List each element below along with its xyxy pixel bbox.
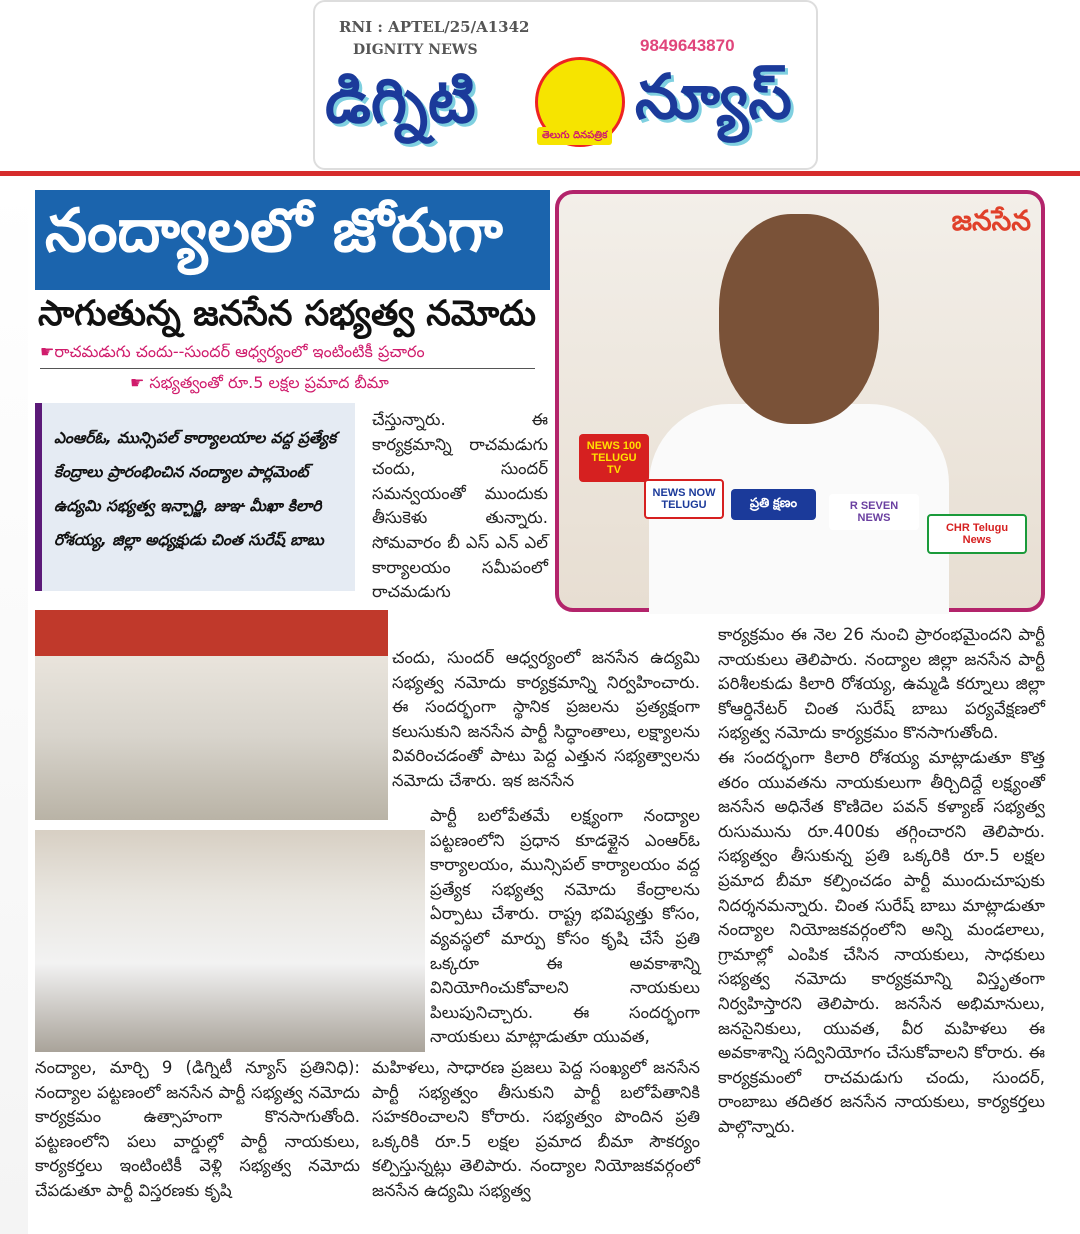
rni-number: RNI : APTEL/25/A1342 <box>339 18 530 36</box>
paragraph: ఈ సందర్భంగా కిలారి రోశయ్య మాట్లాడుతూ కొత్త తరం యువతను నాయకులుగా తీర్చిదిద్దే లక్ష్యంతో జనసేన అధినేత కొణిదెల పవన్ కళ్యాణ్ సభ్యత్వ రుసుమును రూ.400కు తగ్గించారని తెలిపారు. సభ్యత్వం తీసుకున్న ప్రతి ఒక్కరికి రూ.5 లక్షల ప్రమాద బీమా కల్పించడం పార్టీ ముందుచూపుకు నిదర్శనమన్నారు. చింత సురేష్ బాబు మాట్లాడుతూ నంద్యాల నియోజకవర్గంలోని అన్ని మండలాలు, గ్రామాల్లో ఎంపిక చేసిన నాయకులు, సాధకులు సభ్యత్వ నమోదు కార్యక్రమాన్ని విస్తృతంగా నిర్వహిస్తారని తెలిపారు. జనసేన అభిమానులు, జనసైనికులు, యువత, వీర మహిళలు ఈ అవకాశాన్ని సద్వినియోగం చేసుకోవాలని కోరారు. ఈ కార్యక్రమంలో రాచమడుగు చందు, సుందర్, రాంబాబు తదితర జనసేన నాయకులు, కార్యకర్తలు పాల్గొన్నారు. <box>718 747 1045 1136</box>
divider <box>40 368 535 369</box>
article-column-right <box>718 623 1045 1139</box>
subheadline: సాగుతున్న జనసేన సభ్యత్వ నమోదు <box>38 294 536 334</box>
article-column: మహిళలు, సాధారణ ప్రజలు పెద్ద సంఖ్యలో జనసేన పార్టీ సభ్యత్వం తీసుకుని పార్టీ బలోపేతానికి సహకరించాలని కోరారు. సభ్యత్వం పొందిన ప్రతి ఒక్కరికి రూ.5 లక్షల ప్రమాద బీమా సౌకర్యం కల్పిస్తున్నట్లు తెలిపారు. నంద్యాల నియోజకవర్గంలో జనసేన ఉద్యమి సభ్యత్వ <box>372 1058 700 1200</box>
article-column: పార్టీ బలోపేతమే లక్ష్యంగా నంద్యాల పట్టణంలోని ప్రధాన కూడళ్లైన ఎంఆర్ఓ కార్యాలయం, మున్సిపల్ కార్యాలయం వద్ద ప్రత్యేక సభ్యత్వ నమోదు కేంద్రాలను ఏర్పాటు చేశారు. రాష్ట్ర భవిష్యత్తు కోసం, వ్యవస్థలో మార్పు కోసం కృషి చేసే ప్రతి ఒక్కరూ ఈ అవకాశాన్ని వినియోగించుకోవాలని నాయకులు పిలుపునిచ్చారు. ఈ సందర్భంగా నాయకులు మాట్లాడుతూ యువత, <box>430 806 700 1047</box>
tagline: తెలుగు దినపత్రిక <box>537 127 612 145</box>
brand-name-part2: న్యూస్ <box>635 60 792 133</box>
mic-label: NEWS 100 TELUGU TV <box>579 434 649 482</box>
photo-event-group <box>35 610 388 820</box>
article-column: చేస్తున్నారు. ఈ కార్యక్రమాన్ని రాచమడుగు చందు, సుందర్ సమన్వయంతో ముందుకు తీసుకెళు తున్నారు. సోమవారం బీ ఎస్ ఎన్ ఎల్ కార్యాలయం సమీపంలో రాచమడుగు <box>372 410 548 602</box>
adjacent-article-strip <box>0 180 28 1234</box>
mic-label: ప్రతి క్షణం <box>731 489 816 520</box>
paragraph: కార్యక్రమం ఈ నెల 26 నుంచి ప్రారంభమైందని పార్టీ నాయకులు తెలిపారు. నంద్యాల జిల్లా జనసేన పార్టీ పరిశీలకుడు కిలారి రోశయ్య, ఉమ్మడి కర్నూలు జిల్లా కోఆర్డినేటర్ చింత సురేష్ బాబు పర్యవేక్షణలో సభ్యత్వ నమోదు కార్యక్రమం కొనసాగుతోంది. <box>718 625 1045 743</box>
photo-leader-speaking <box>555 190 1045 612</box>
phone-number: 9849643870 <box>640 36 735 55</box>
masthead-divider <box>0 171 1080 176</box>
article-column: చందు, సుందర్ ఆధ్వర్యంలో జనసేన ఉద్యమి సభ్యత్వ నమోదు కార్యక్రమాన్ని నిర్వహించారు. ఈ సందర్భంగా స్థానిక ప్రజలను ప్రత్యక్షంగా కలుసుకుని జనసేన పార్టీ సిద్ధాంతాలు, లక్ష్యాలను వివరించడంతో పాటు పెద్ద ఎత్తున సభ్యత్వాలను నమోదు చేశారు. ఇక జనసేన <box>392 648 700 790</box>
highlight-box: ఎంఆర్ఓ, మున్సిపల్ కార్యాలయాల వద్ద ప్రత్యేక కేంద్రాలు ప్రారంభించిన నంద్యాల పార్లమెంట్ ఉద్యమి సభ్యత్వ ఇన్చార్జి, జుఞ మీఖా కిలారి రోశయ్య, జిల్లా అధ్యక్షుడు చింత సురేష్ బాబు <box>35 403 355 591</box>
person-face <box>719 214 879 424</box>
mic-label: NEWS NOW TELUGU <box>644 479 724 519</box>
bullet-point: ☛రాచమడుగు చందు--సుందర్ ఆధ్వర్యంలో ఇంటింటికీ ప్రచారం <box>40 342 425 361</box>
brand-name-part1: డిగ్నిటి <box>325 64 476 137</box>
english-name: DIGNITY NEWS <box>353 42 478 58</box>
headline: నంద్యాలలో జోరుగా <box>35 190 550 290</box>
mic-label: CHR Telugu News <box>927 514 1027 554</box>
mic-label: R SEVEN NEWS <box>829 494 919 530</box>
bullet-point: ☛ సభ్యత్వంతో రూ.5 లక్షల ప్రమాద బీమా <box>130 373 389 392</box>
article-text: నంద్యాల పట్టణంలో జనసేన పార్టీ సభ్యత్వ నమోదు కార్యక్రమం ఉత్సాహంగా కొనసాగుతోంది. పట్టణంలోని పలు వార్డుల్లో పార్టీ నాయకులు, కార్యకర్తలు ఇంటింటికీ వెళ్లి సభ్యత్వ నమోదు చేపడుతూ పార్టీ విస్తరణకు కృషి <box>35 1082 360 1200</box>
photo-membership-handover <box>35 830 425 1052</box>
banner-janasena: జనసేన <box>951 204 1031 237</box>
article-column-left <box>35 1056 360 1204</box>
masthead-logo <box>313 0 818 170</box>
dateline: నంద్యాల, మార్చి 9 (డిగ్నిటీ న్యూస్ ప్రతినిధి): <box>35 1058 360 1077</box>
